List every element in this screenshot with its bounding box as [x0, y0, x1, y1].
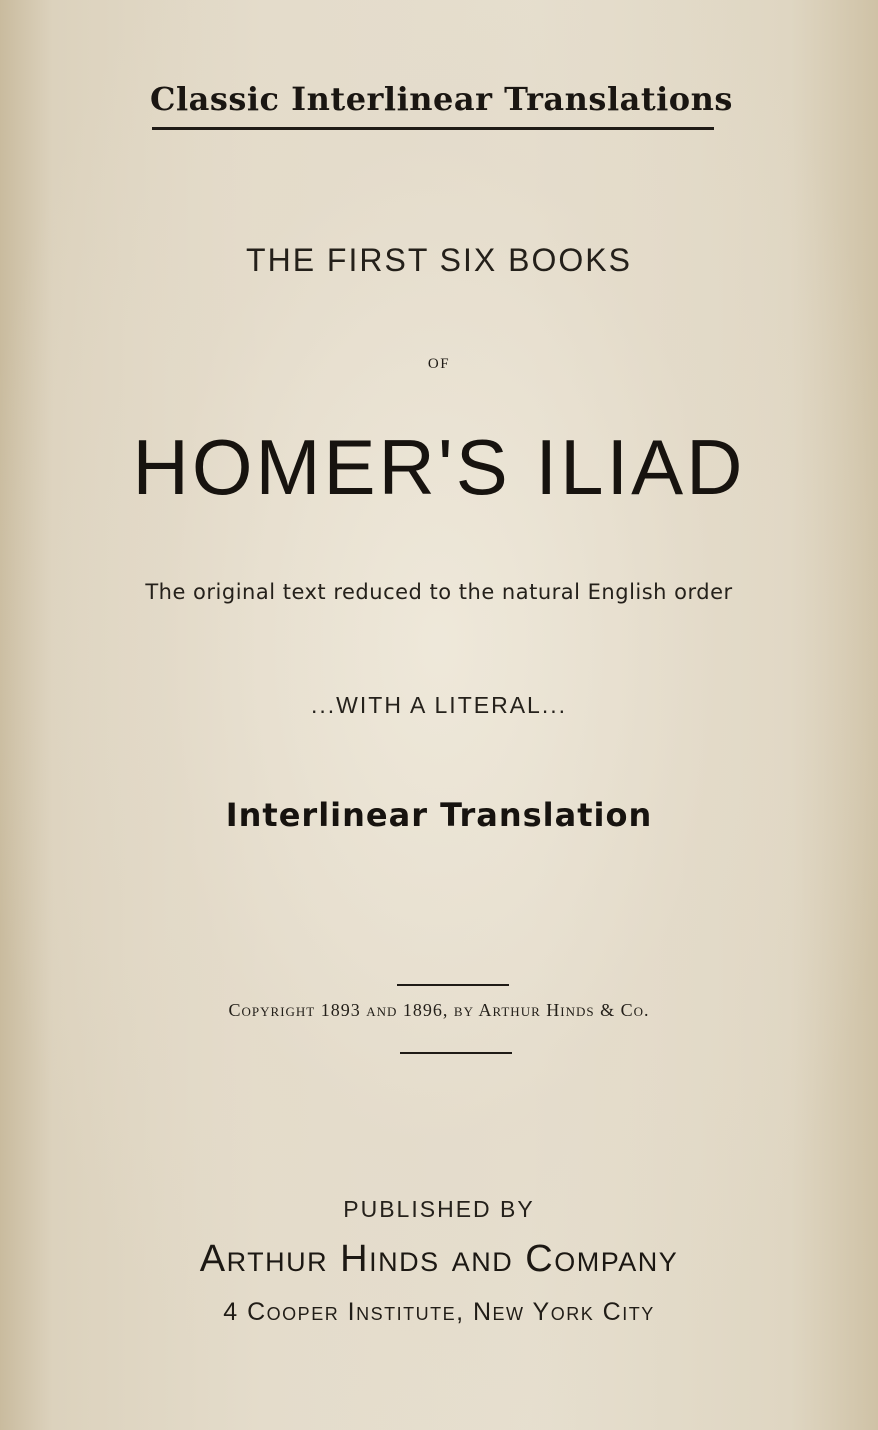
- copyright-notice: Copyright 1893 and 1896, by Arthur Hinds & Co.: [228, 1000, 650, 1020]
- published-by-label: PUBLISHED BY: [343, 1196, 535, 1222]
- series-title: Classic Interlinear Translations: [150, 80, 733, 118]
- publisher-address: 4 Cooper Institute, New York City: [223, 1298, 655, 1326]
- publisher-name: Arthur Hinds and Company: [199, 1238, 679, 1280]
- literal-label: ...WITH A LITERAL...: [311, 692, 567, 718]
- book-title: HOMER'S ILIAD: [132, 423, 746, 511]
- divider-bottom: [400, 1052, 512, 1054]
- heading: THE FIRST SIX BOOKS: [246, 242, 632, 278]
- subtitle: The original text reduced to the natural English order: [145, 580, 733, 604]
- series-title-underline: [152, 127, 714, 130]
- divider-top: [397, 984, 509, 986]
- of-label: OF: [427, 356, 451, 372]
- translation-label: Interlinear Translation: [225, 796, 653, 834]
